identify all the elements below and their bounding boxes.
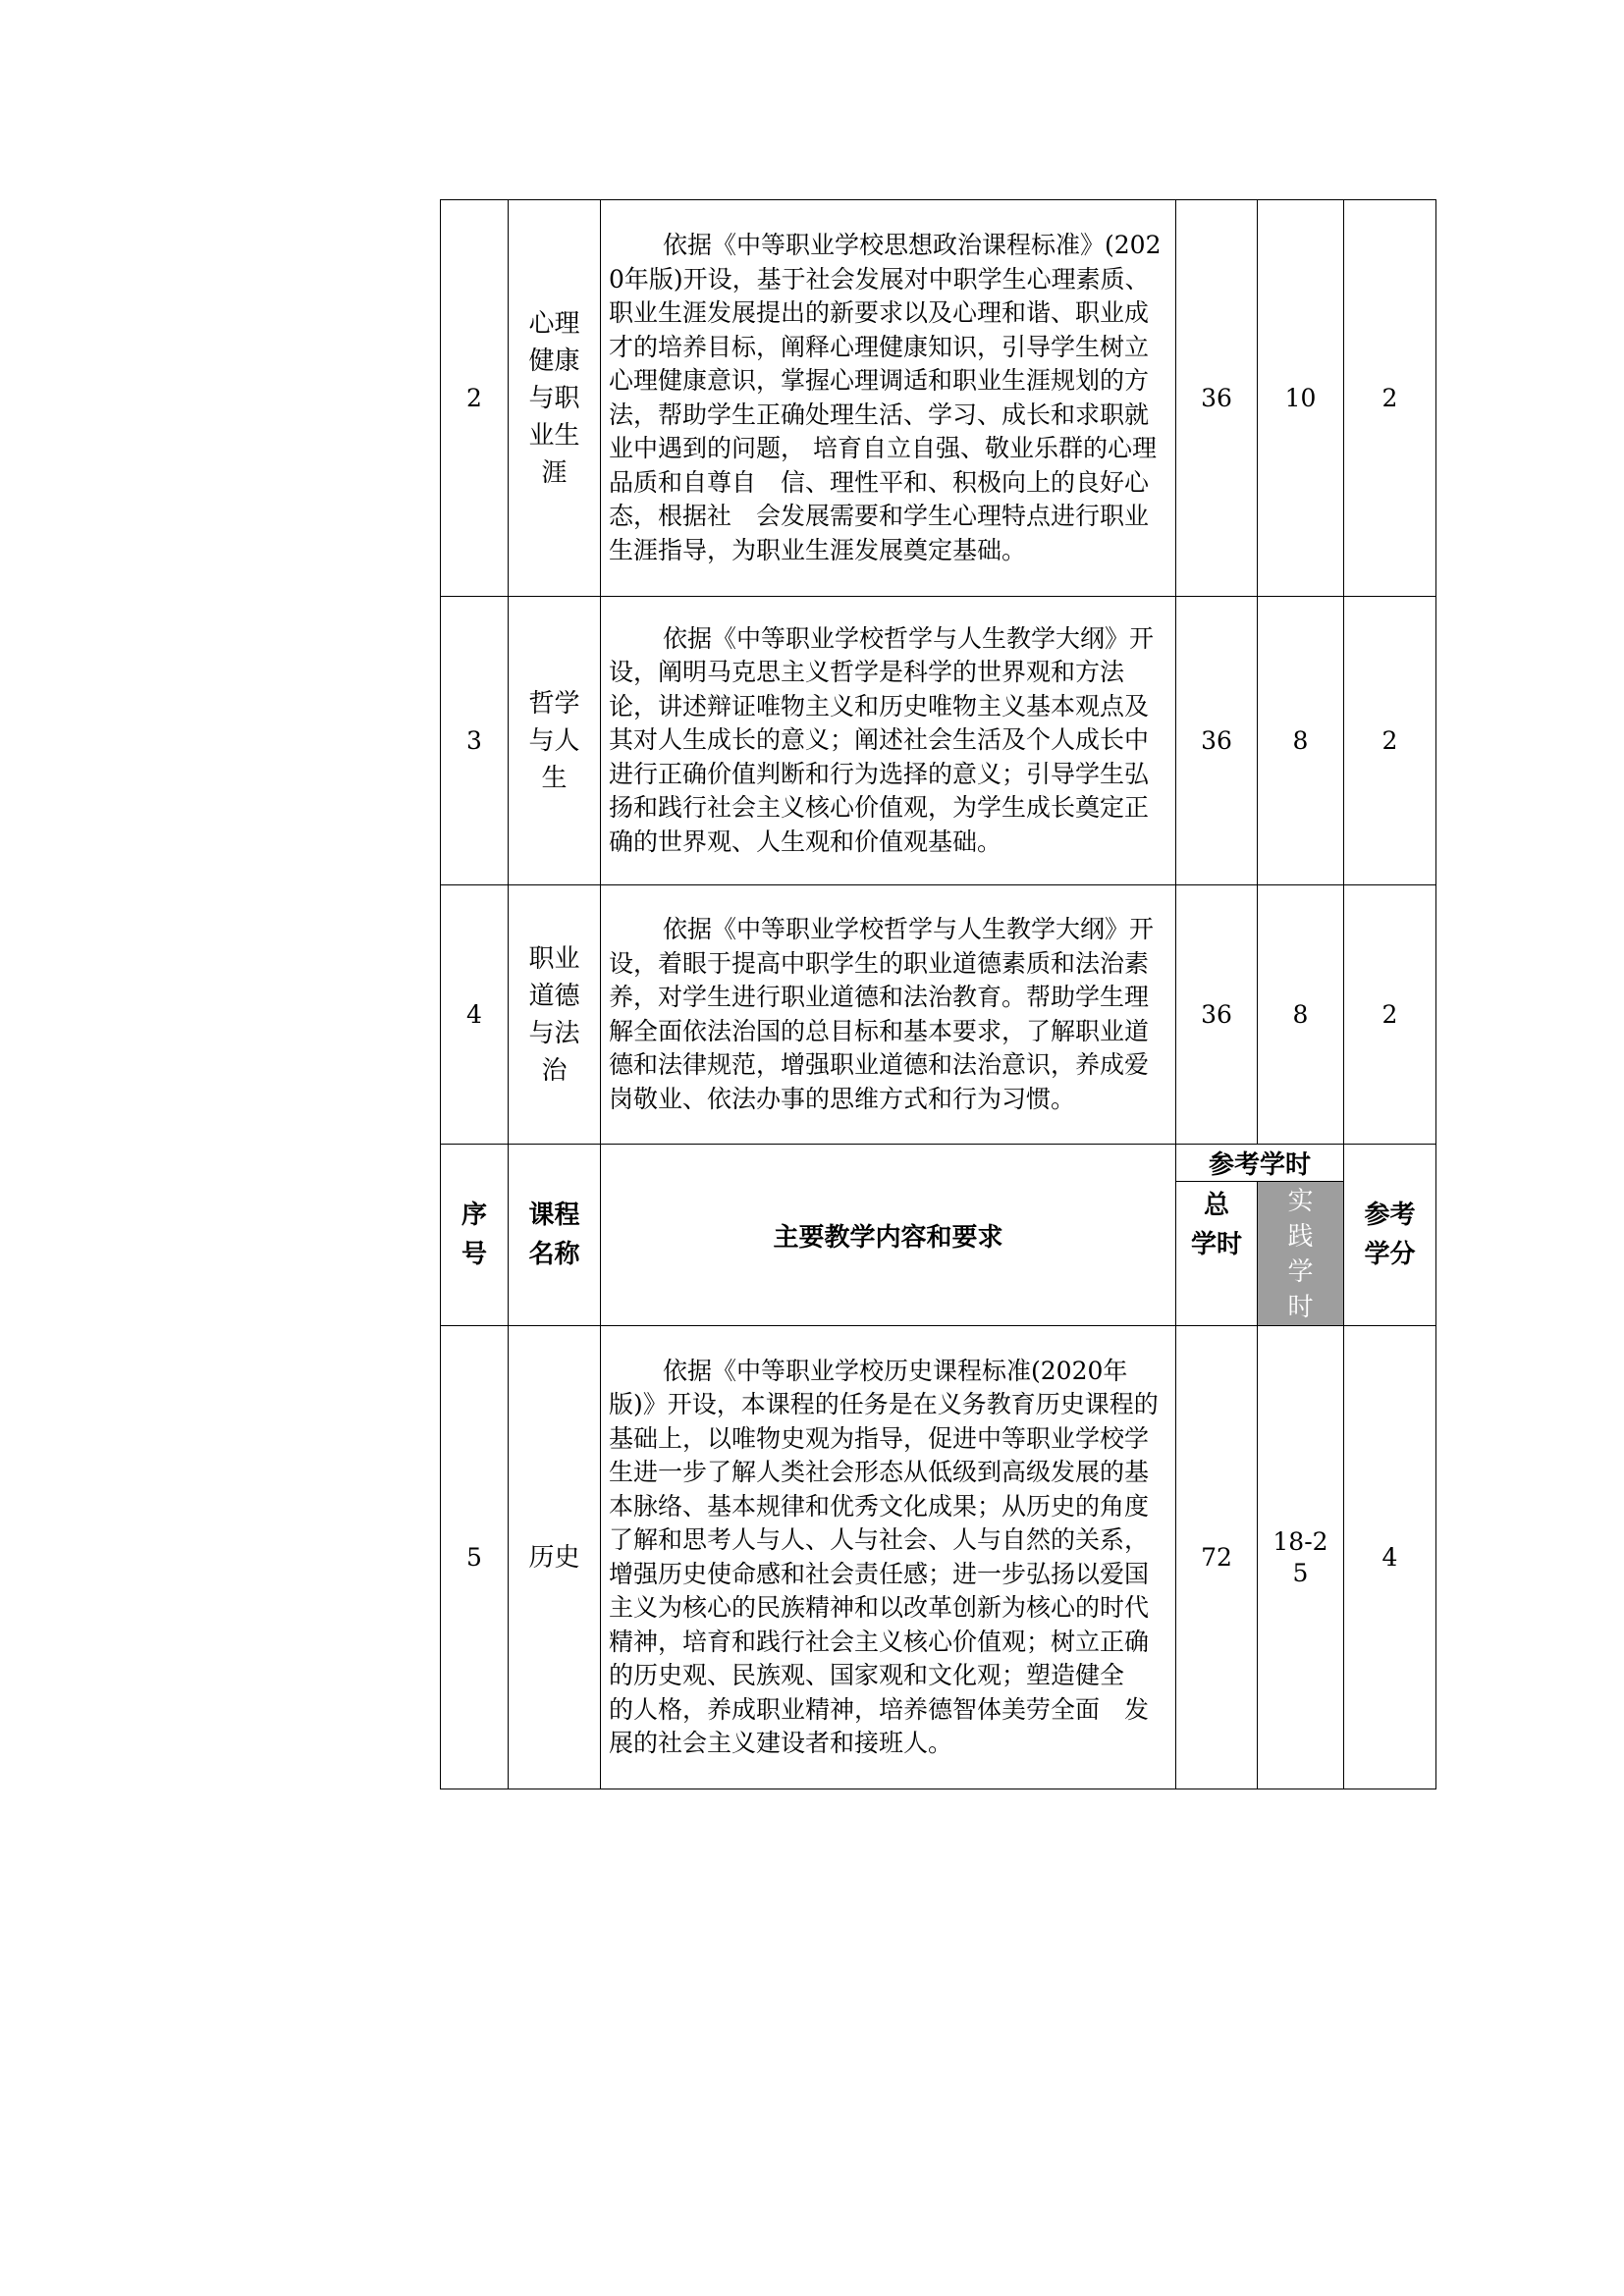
- course-name-line: 哲学: [528, 688, 580, 719]
- header-total-hours: [1176, 1182, 1258, 1326]
- practice-hours-line: 5: [1292, 1558, 1309, 1587]
- course-table-page: [440, 199, 1435, 1789]
- course-name-line: 心理: [528, 308, 580, 339]
- course-description: [601, 1326, 1176, 1789]
- description-text: 依据《中等职业学校思想政治课程标准》(2020年版)开设，基于社会发展对中职学生心理素质、职业生涯发展提出的新要求以及心理和谐、职业成才的培养目标，阐释心理健康知识，引导学生树立心理健康意识，掌握心理调适和职业生涯规划的方法，帮助学生正确处理生活、学习、成长和求职就业中遇到的问题， 培育自立自强、敬业乐群的心理品质和自尊自 信、理性平和、积极向上的良好心态，根据社 会发展需要和学生心理特点进行职业生涯指导，为职业生涯发展奠定基础。: [609, 231, 1162, 564]
- table-header-row: [441, 1145, 1436, 1182]
- practice-hours: 8: [1258, 885, 1344, 1145]
- course-name-line: 生: [541, 763, 568, 793]
- header-line: 学时: [1190, 1230, 1242, 1259]
- description-text: 依据《中等职业学校历史课程标准(2020年版)》开设，本课程的任务是在义务教育历史课程的基础上，以唯物史观为指导，促进中等职业学校学生进一步了解人类社会形态从低级到高级发展的基本脉络、基本规律和优秀文化成果；从历史的角度了解和思考人与人、人与社会、人与自然的关系，增强历史使命感和社会责任感；进一步弘扬以爱国主义为核心的民族精神和以改革创新为核心的时代精神，培育和践行社会主义核心价值观；树立正确的历史观、民族观、国家观和文化观；塑造健全 的人格，养成职业精神，培养德智体美劳全面 发展的社会主义建设者和接班人。: [609, 1356, 1159, 1757]
- row-number: 5: [441, 1326, 509, 1789]
- table-row: [441, 200, 1436, 597]
- header-line: 名称: [528, 1240, 580, 1269]
- row-number: 4: [441, 885, 509, 1145]
- course-name-line: 业生: [528, 420, 580, 451]
- course-description: [601, 885, 1176, 1145]
- total-hours: 36: [1176, 597, 1258, 885]
- row-number: 2: [441, 200, 509, 597]
- header-line: 课程: [528, 1201, 580, 1230]
- table-row: [441, 1326, 1436, 1789]
- total-hours: 36: [1176, 885, 1258, 1145]
- table-row: [441, 597, 1436, 885]
- total-hours: 72: [1176, 1326, 1258, 1789]
- course-name-line: 涯: [541, 457, 568, 488]
- course-name-line: 职业: [528, 943, 580, 974]
- course-table: [440, 199, 1436, 1789]
- credits: 2: [1344, 200, 1436, 597]
- header-practice-hours: [1258, 1182, 1344, 1326]
- description-text: 依据《中等职业学校哲学与人生教学大纲》开设，着眼于提高中职学生的职业道德素质和法治素养，对学生进行职业道德和法治教育。帮助学生理解全面依法治国的总目标和基本要求，了解职业道德和法律规范，增强职业道德和法治意识，养成爱岗敬业、依法办事的思维方式和行为习惯。: [609, 915, 1155, 1113]
- credits: 4: [1344, 1326, 1436, 1789]
- course-name-line: 与人: [528, 725, 580, 756]
- header-line: 参考: [1364, 1201, 1416, 1230]
- practice-hours: 10: [1258, 200, 1344, 597]
- course-name: 历史: [509, 1326, 601, 1789]
- course-name-line: 道德: [528, 981, 580, 1011]
- header-line: 学: [1287, 1257, 1314, 1287]
- course-description: [601, 597, 1176, 885]
- course-description: [601, 200, 1176, 597]
- header-credits: [1344, 1145, 1436, 1326]
- course-name-line: 治: [541, 1055, 568, 1086]
- course-name-line: 与职: [528, 383, 580, 413]
- credits: 2: [1344, 885, 1436, 1145]
- credits: 2: [1344, 597, 1436, 885]
- header-line: 实: [1287, 1187, 1314, 1216]
- header-line: 序: [460, 1201, 487, 1230]
- header-line: 学分: [1364, 1240, 1416, 1269]
- header-line: 时: [1287, 1293, 1314, 1322]
- header-content: 主要教学内容和要求: [601, 1145, 1176, 1326]
- row-number: 3: [441, 597, 509, 885]
- practice-hours: 8: [1258, 597, 1344, 885]
- header-line: 号: [460, 1240, 487, 1269]
- header-course-name: [509, 1145, 601, 1326]
- header-line: 践: [1287, 1222, 1314, 1252]
- course-name-line: 与法: [528, 1018, 580, 1048]
- course-name: [509, 885, 601, 1145]
- course-name-line: 健康: [528, 346, 580, 376]
- table-row: [441, 885, 1436, 1145]
- header-ref-hours: 参考学时: [1176, 1145, 1344, 1182]
- practice-hours: [1258, 1326, 1344, 1789]
- header-number: [441, 1145, 509, 1326]
- practice-hours-line: 18-2: [1272, 1526, 1328, 1556]
- header-line: 总: [1203, 1191, 1229, 1220]
- course-name: [509, 200, 601, 597]
- description-text: 依据《中等职业学校哲学与人生教学大纲》开设，阐明马克思主义哲学是科学的世界观和方法论，讲述辩证唯物主义和历史唯物主义基本观点及其对人生成长的意义；阐述社会生活及个人成长中进行正确价值判断和行为选择的意义；引导学生弘扬和践行社会主义核心价值观，为学生成长奠定正确的世界观、人生观和价值观基础。: [609, 623, 1155, 856]
- total-hours: 36: [1176, 200, 1258, 597]
- course-name: [509, 597, 601, 885]
